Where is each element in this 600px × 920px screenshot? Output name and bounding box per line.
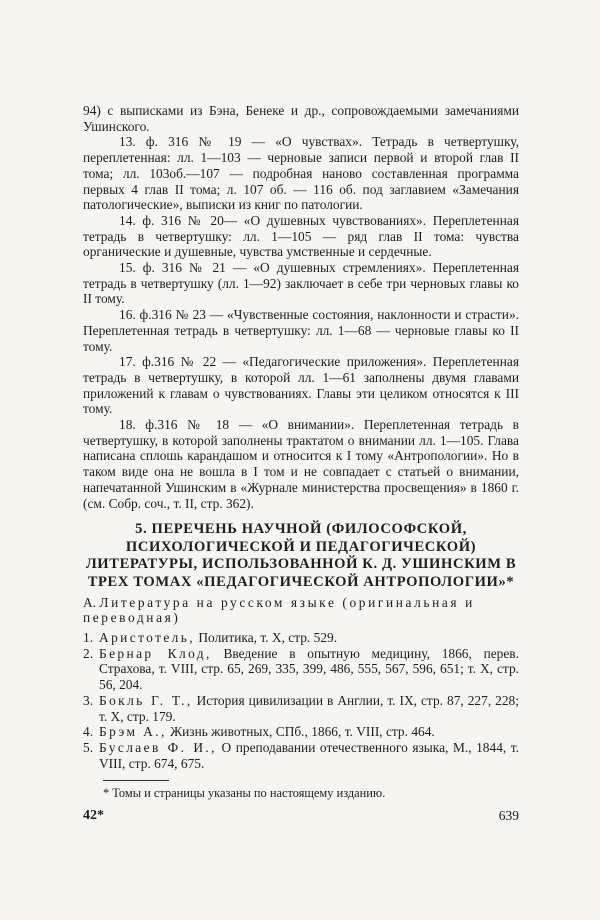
list-item [83, 693, 519, 724]
paragraph-item-17: 17. ф.316 № 22 — «Педагогические приложения». Переплетенная тетрадь в четвертушку, в которой лл. 1—61 заполнены двумя главами приложений к главам о чувствованиях. Главы эти целиком относятся к III тому. [83, 354, 519, 417]
list-item [83, 630, 519, 646]
list-item [83, 724, 519, 740]
subheading-letter: А. [83, 594, 97, 610]
footnote-divider [103, 780, 169, 781]
bibliography-list [83, 630, 519, 771]
item-author: Бернар Клод, [99, 645, 212, 661]
list-item [83, 740, 519, 771]
subheading [83, 595, 519, 626]
item-number: 4. [83, 724, 94, 740]
item-author: Аристотель, [99, 630, 196, 646]
subheading-text: Литература на русском языке (оригинальная и переводная) [83, 594, 475, 626]
page-number: 639 [498, 808, 519, 823]
paragraph-item-18: 18. ф.316 № 18 — «О внимании». Переплетенная тетрадь в четвертушку, в которой заполнены трактатом о внимании лл. 1—105. Глава написана сплошь карандашом и относится к I тому «Антропологии». Но в таком виде она не вошла в I том и не совпадает с статьей о внимании, напечатанной Ушинским в «Журнале министерства просвещения» в 1860 г. (см. Собр. соч., т. II, стр. 362). [83, 417, 519, 511]
text-column [83, 103, 519, 801]
item-text: Жизнь животных, СПб., 1866, т. VIII, стр. 464. [170, 724, 435, 740]
list-item [83, 646, 519, 693]
printer-signature: 42* [83, 808, 104, 823]
item-text: О преподавании отечественного языка, М., 1844, т. VIII, стр. 674, 675. [99, 739, 520, 771]
item-text: Введение в опытную медицину, 1866, перев. Страхова, т. VIII, стр. 65, 269, 335, 399, 486, 555, 567, 596, 651; т. X, стр. 56, 204. [99, 645, 519, 693]
item-number: 3. [83, 692, 94, 708]
item-text: История цивилизации в Англии, т. IX, стр. 87, 227, 228; т. X, стр. 179. [99, 692, 519, 724]
item-author: Буслаев Ф. И., [99, 739, 217, 755]
item-author: Бокль Г. Т., [99, 692, 193, 708]
footnote: * Томы и страницы указаны по настоящему изданию. [103, 786, 386, 801]
item-author: Брэм А., [99, 724, 167, 740]
item-number: 1. [83, 630, 94, 646]
item-number: 2. [83, 645, 94, 661]
paragraph-item-13: 13. ф. 316 № 19 — «О чувствах». Тетрадь в четвертушку, переплетенная: лл. 1—103 — черновые записи первой и второй глав II тома; лл. 103об.—107 — подробная наново составленная программа первых 4 глав II тома; л. 107 об. — 116 об. под заглавием «Замечания патологические», выписки из книг по патологии. [83, 134, 519, 213]
item-text: Политика, т. X, стр. 529. [198, 630, 338, 646]
paragraph-item-16: 16. ф.316 № 23 — «Чувственные состояния, наклонности и страсти». Переплетенная тетрадь в четвертушку: лл. 1—68 — черновые главы ко II тому. [83, 307, 519, 354]
section-title: 5. ПЕРЕЧЕНЬ НАУЧНОЙ (ФИЛОСОФСКОЙ, ПСИХОЛОГИЧЕСКОЙ И ПЕДАГОГИЧЕСКОЙ) ЛИТЕРАТУРЫ, ИСПОЛЬЗОВАННОЙ К. Д. УШИНСКИМ В ТРЕХ ТОМАХ «ПЕДАГОГИЧЕСКОЙ АНТРОПОЛОГИИ»* [85, 521, 517, 591]
paragraph-continuation: 94) с выписками из Бэна, Бенеке и др., сопровождаемыми замечаниями Ушинского. [83, 103, 519, 134]
paragraph-item-15: 15. ф. 316 № 21 — «О душевных стремлениях». Переплетенная тетрадь в четвертушку (лл. 1—92) заключает в себе три черновых главы ко II тому. [83, 260, 519, 307]
item-number: 5. [83, 739, 94, 755]
paragraph-item-14: 14. ф. 316 № 20— «О душевных чувствованиях». Переплетенная тетрадь в четвертушку: лл. 1—105 — ряд глав II тома: чувства органические и душевные, чувства умственные и сердечные. [83, 212, 519, 260]
